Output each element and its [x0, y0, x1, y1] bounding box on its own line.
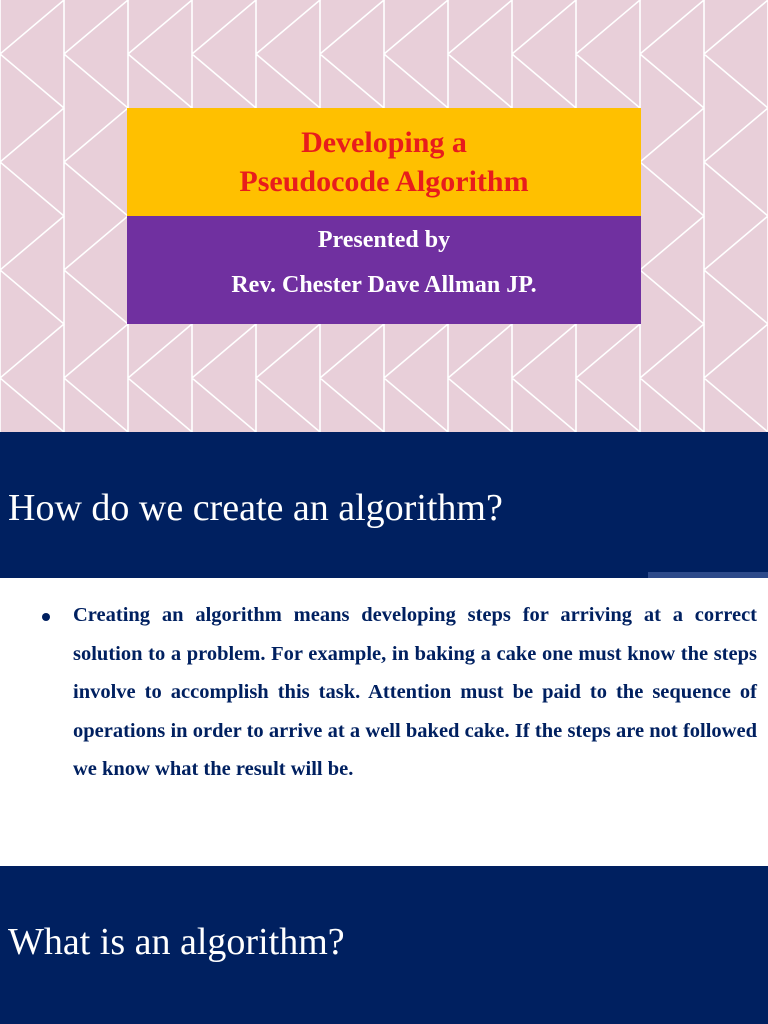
slide-heading: How do we create an algorithm?: [8, 487, 503, 529]
what-is-algorithm-slide: [0, 866, 768, 1024]
title-line-2: Pseudocode Algorithm: [239, 165, 529, 198]
presenter-name: Rev. Chester Dave Allman JP.: [231, 272, 537, 298]
slide-heading: What is an algorithm?: [8, 921, 345, 963]
band-edge-accent: [648, 572, 768, 578]
title-line-1: Developing a: [301, 126, 467, 159]
create-algorithm-slide: [0, 432, 768, 864]
title-box: [127, 108, 641, 216]
bullet-icon: [42, 613, 50, 621]
bullet-text: Creating an algorithm means developing steps for arriving at a correct solution to a problem. For example, in baking a cake one must know the steps involve to accomplish this task. Attention must be paid to the sequence of operations in order to arrive at a well baked cake. If the steps are not followed we know what the result will be.: [73, 604, 757, 780]
title-slide: [0, 0, 768, 432]
presenter-box: [127, 216, 641, 324]
presented-by-label: Presented by: [317, 227, 451, 253]
heading-band: [0, 432, 768, 578]
